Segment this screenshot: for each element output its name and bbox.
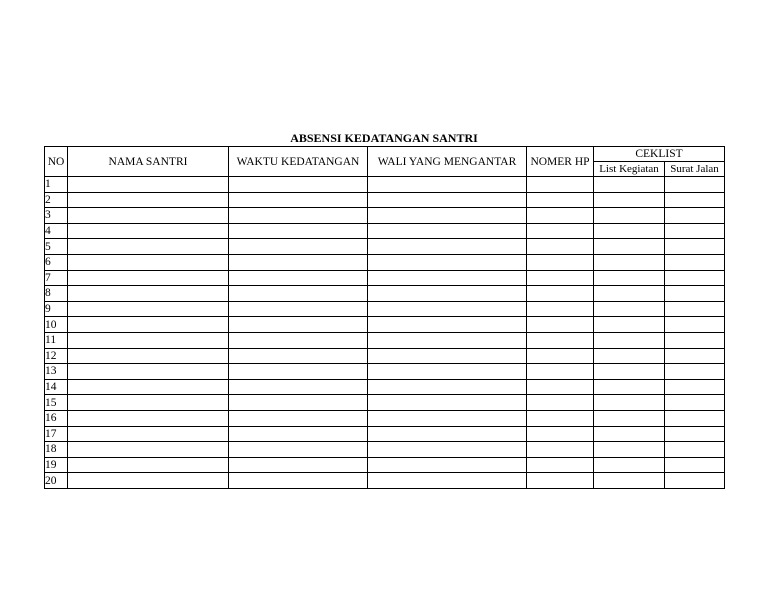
header-surat-jalan: Surat Jalan [665,162,725,177]
header-waktu-kedatangan: WAKTU KEDATANGAN [229,147,368,177]
row-number: 13 [45,364,68,380]
row-number: 11 [45,332,68,348]
list-kegiatan-cell[interactable] [594,239,665,255]
list-kegiatan-cell[interactable] [594,223,665,239]
wali-cell[interactable] [368,317,527,333]
surat-jalan-cell[interactable] [665,348,725,364]
list-kegiatan-cell[interactable] [594,442,665,458]
surat-jalan-cell[interactable] [665,317,725,333]
nomer-hp-cell[interactable] [527,364,594,380]
table-row [45,208,725,224]
nomer-hp-cell[interactable] [527,473,594,489]
table-row [45,192,725,208]
row-number: 20 [45,473,68,489]
surat-jalan-cell[interactable] [665,442,725,458]
header-no: NO [45,147,68,177]
list-kegiatan-cell[interactable] [594,473,665,489]
nama-santri-cell[interactable] [68,379,229,395]
table-row [45,301,725,317]
nama-santri-cell[interactable] [68,348,229,364]
row-number: 8 [45,286,68,302]
nomer-hp-cell[interactable] [527,192,594,208]
nama-santri-cell[interactable] [68,395,229,411]
surat-jalan-cell[interactable] [665,395,725,411]
row-number: 18 [45,442,68,458]
header-list-kegiatan: List Kegiatan [594,162,665,177]
waktu-kedatangan-cell[interactable] [229,410,368,426]
waktu-kedatangan-cell[interactable] [229,301,368,317]
row-number: 14 [45,379,68,395]
row-number: 5 [45,239,68,255]
waktu-kedatangan-cell[interactable] [229,177,368,193]
wali-cell[interactable] [368,379,527,395]
nomer-hp-cell[interactable] [527,348,594,364]
wali-cell[interactable] [368,426,527,442]
surat-jalan-cell[interactable] [665,254,725,270]
attendance-table [44,146,725,489]
table-row [45,426,725,442]
nama-santri-cell[interactable] [68,239,229,255]
table-row [45,348,725,364]
header-ceklist: CEKLIST [594,147,725,162]
surat-jalan-cell[interactable] [665,426,725,442]
list-kegiatan-cell[interactable] [594,254,665,270]
nomer-hp-cell[interactable] [527,286,594,302]
list-kegiatan-cell[interactable] [594,364,665,380]
table-row [45,410,725,426]
wali-cell[interactable] [368,332,527,348]
wali-cell[interactable] [368,208,527,224]
header-nomer-hp: NOMER HP [527,147,594,177]
nama-santri-cell[interactable] [68,442,229,458]
table-row [45,364,725,380]
list-kegiatan-cell[interactable] [594,426,665,442]
row-number: 4 [45,223,68,239]
nama-santri-cell[interactable] [68,410,229,426]
surat-jalan-cell[interactable] [665,364,725,380]
row-number: 17 [45,426,68,442]
waktu-kedatangan-cell[interactable] [229,348,368,364]
header-wali-yang-mengantar: WALI YANG MENGANTAR [368,147,527,177]
waktu-kedatangan-cell[interactable] [229,317,368,333]
waktu-kedatangan-cell[interactable] [229,254,368,270]
surat-jalan-cell[interactable] [665,379,725,395]
nomer-hp-cell[interactable] [527,177,594,193]
nomer-hp-cell[interactable] [527,239,594,255]
surat-jalan-cell[interactable] [665,457,725,473]
waktu-kedatangan-cell[interactable] [229,270,368,286]
table-row [45,379,725,395]
waktu-kedatangan-cell[interactable] [229,208,368,224]
wali-cell[interactable] [368,348,527,364]
list-kegiatan-cell[interactable] [594,379,665,395]
table-row [45,239,725,255]
nama-santri-cell[interactable] [68,254,229,270]
waktu-kedatangan-cell[interactable] [229,379,368,395]
surat-jalan-cell[interactable] [665,239,725,255]
nomer-hp-cell[interactable] [527,457,594,473]
nomer-hp-cell[interactable] [527,379,594,395]
surat-jalan-cell[interactable] [665,177,725,193]
header-nama-santri: NAMA SANTRI [68,147,229,177]
wali-cell[interactable] [368,270,527,286]
row-number: 3 [45,208,68,224]
list-kegiatan-cell[interactable] [594,395,665,411]
list-kegiatan-cell[interactable] [594,317,665,333]
nama-santri-cell[interactable] [68,332,229,348]
nama-santri-cell[interactable] [68,317,229,333]
waktu-kedatangan-cell[interactable] [229,332,368,348]
table-row [45,317,725,333]
waktu-kedatangan-cell[interactable] [229,364,368,380]
surat-jalan-cell[interactable] [665,192,725,208]
nama-santri-cell[interactable] [68,457,229,473]
list-kegiatan-cell[interactable] [594,286,665,302]
wali-cell[interactable] [368,301,527,317]
waktu-kedatangan-cell[interactable] [229,457,368,473]
nomer-hp-cell[interactable] [527,301,594,317]
row-number: 1 [45,177,68,193]
table-row [45,442,725,458]
nama-santri-cell[interactable] [68,208,229,224]
list-kegiatan-cell[interactable] [594,270,665,286]
nomer-hp-cell[interactable] [527,426,594,442]
nama-santri-cell[interactable] [68,177,229,193]
surat-jalan-cell[interactable] [665,270,725,286]
nomer-hp-cell[interactable] [527,270,594,286]
row-number: 15 [45,395,68,411]
surat-jalan-cell[interactable] [665,410,725,426]
wali-cell[interactable] [368,457,527,473]
table-row [45,473,725,489]
document-title: ABSENSI KEDATANGAN SANTRI [290,131,478,145]
nama-santri-cell[interactable] [68,301,229,317]
nama-santri-cell[interactable] [68,192,229,208]
row-number: 9 [45,301,68,317]
wali-cell[interactable] [368,239,527,255]
row-number: 6 [45,254,68,270]
table-row [45,332,725,348]
wali-cell[interactable] [368,254,527,270]
wali-cell[interactable] [368,442,527,458]
list-kegiatan-cell[interactable] [594,177,665,193]
table-row [45,254,725,270]
waktu-kedatangan-cell[interactable] [229,239,368,255]
row-number: 7 [45,270,68,286]
row-number: 12 [45,348,68,364]
nama-santri-cell[interactable] [68,286,229,302]
surat-jalan-cell[interactable] [665,473,725,489]
row-number: 19 [45,457,68,473]
nama-santri-cell[interactable] [68,364,229,380]
wali-cell[interactable] [368,286,527,302]
table-row [45,457,725,473]
nomer-hp-cell[interactable] [527,442,594,458]
surat-jalan-cell[interactable] [665,208,725,224]
nomer-hp-cell[interactable] [527,223,594,239]
waktu-kedatangan-cell[interactable] [229,395,368,411]
nomer-hp-cell[interactable] [527,395,594,411]
surat-jalan-cell[interactable] [665,332,725,348]
nomer-hp-cell[interactable] [527,410,594,426]
wali-cell[interactable] [368,192,527,208]
row-number: 16 [45,410,68,426]
table-row [45,177,725,193]
nomer-hp-cell[interactable] [527,317,594,333]
waktu-kedatangan-cell[interactable] [229,426,368,442]
table-row [45,286,725,302]
list-kegiatan-cell[interactable] [594,192,665,208]
waktu-kedatangan-cell[interactable] [229,192,368,208]
nomer-hp-cell[interactable] [527,208,594,224]
nama-santri-cell[interactable] [68,426,229,442]
wali-cell[interactable] [368,223,527,239]
list-kegiatan-cell[interactable] [594,208,665,224]
wali-cell[interactable] [368,364,527,380]
row-number: 2 [45,192,68,208]
surat-jalan-cell[interactable] [665,223,725,239]
nomer-hp-cell[interactable] [527,332,594,348]
table-row [45,223,725,239]
wali-cell[interactable] [368,473,527,489]
list-kegiatan-cell[interactable] [594,410,665,426]
waktu-kedatangan-cell[interactable] [229,286,368,302]
list-kegiatan-cell[interactable] [594,457,665,473]
wali-cell[interactable] [368,177,527,193]
list-kegiatan-cell[interactable] [594,332,665,348]
waktu-kedatangan-cell[interactable] [229,442,368,458]
waktu-kedatangan-cell[interactable] [229,473,368,489]
nama-santri-cell[interactable] [68,223,229,239]
nama-santri-cell[interactable] [68,473,229,489]
wali-cell[interactable] [368,395,527,411]
wali-cell[interactable] [368,410,527,426]
nama-santri-cell[interactable] [68,270,229,286]
nomer-hp-cell[interactable] [527,254,594,270]
surat-jalan-cell[interactable] [665,301,725,317]
list-kegiatan-cell[interactable] [594,301,665,317]
table-row [45,395,725,411]
surat-jalan-cell[interactable] [665,286,725,302]
table-body [45,177,725,489]
row-number: 10 [45,317,68,333]
table-row [45,270,725,286]
list-kegiatan-cell[interactable] [594,348,665,364]
waktu-kedatangan-cell[interactable] [229,223,368,239]
